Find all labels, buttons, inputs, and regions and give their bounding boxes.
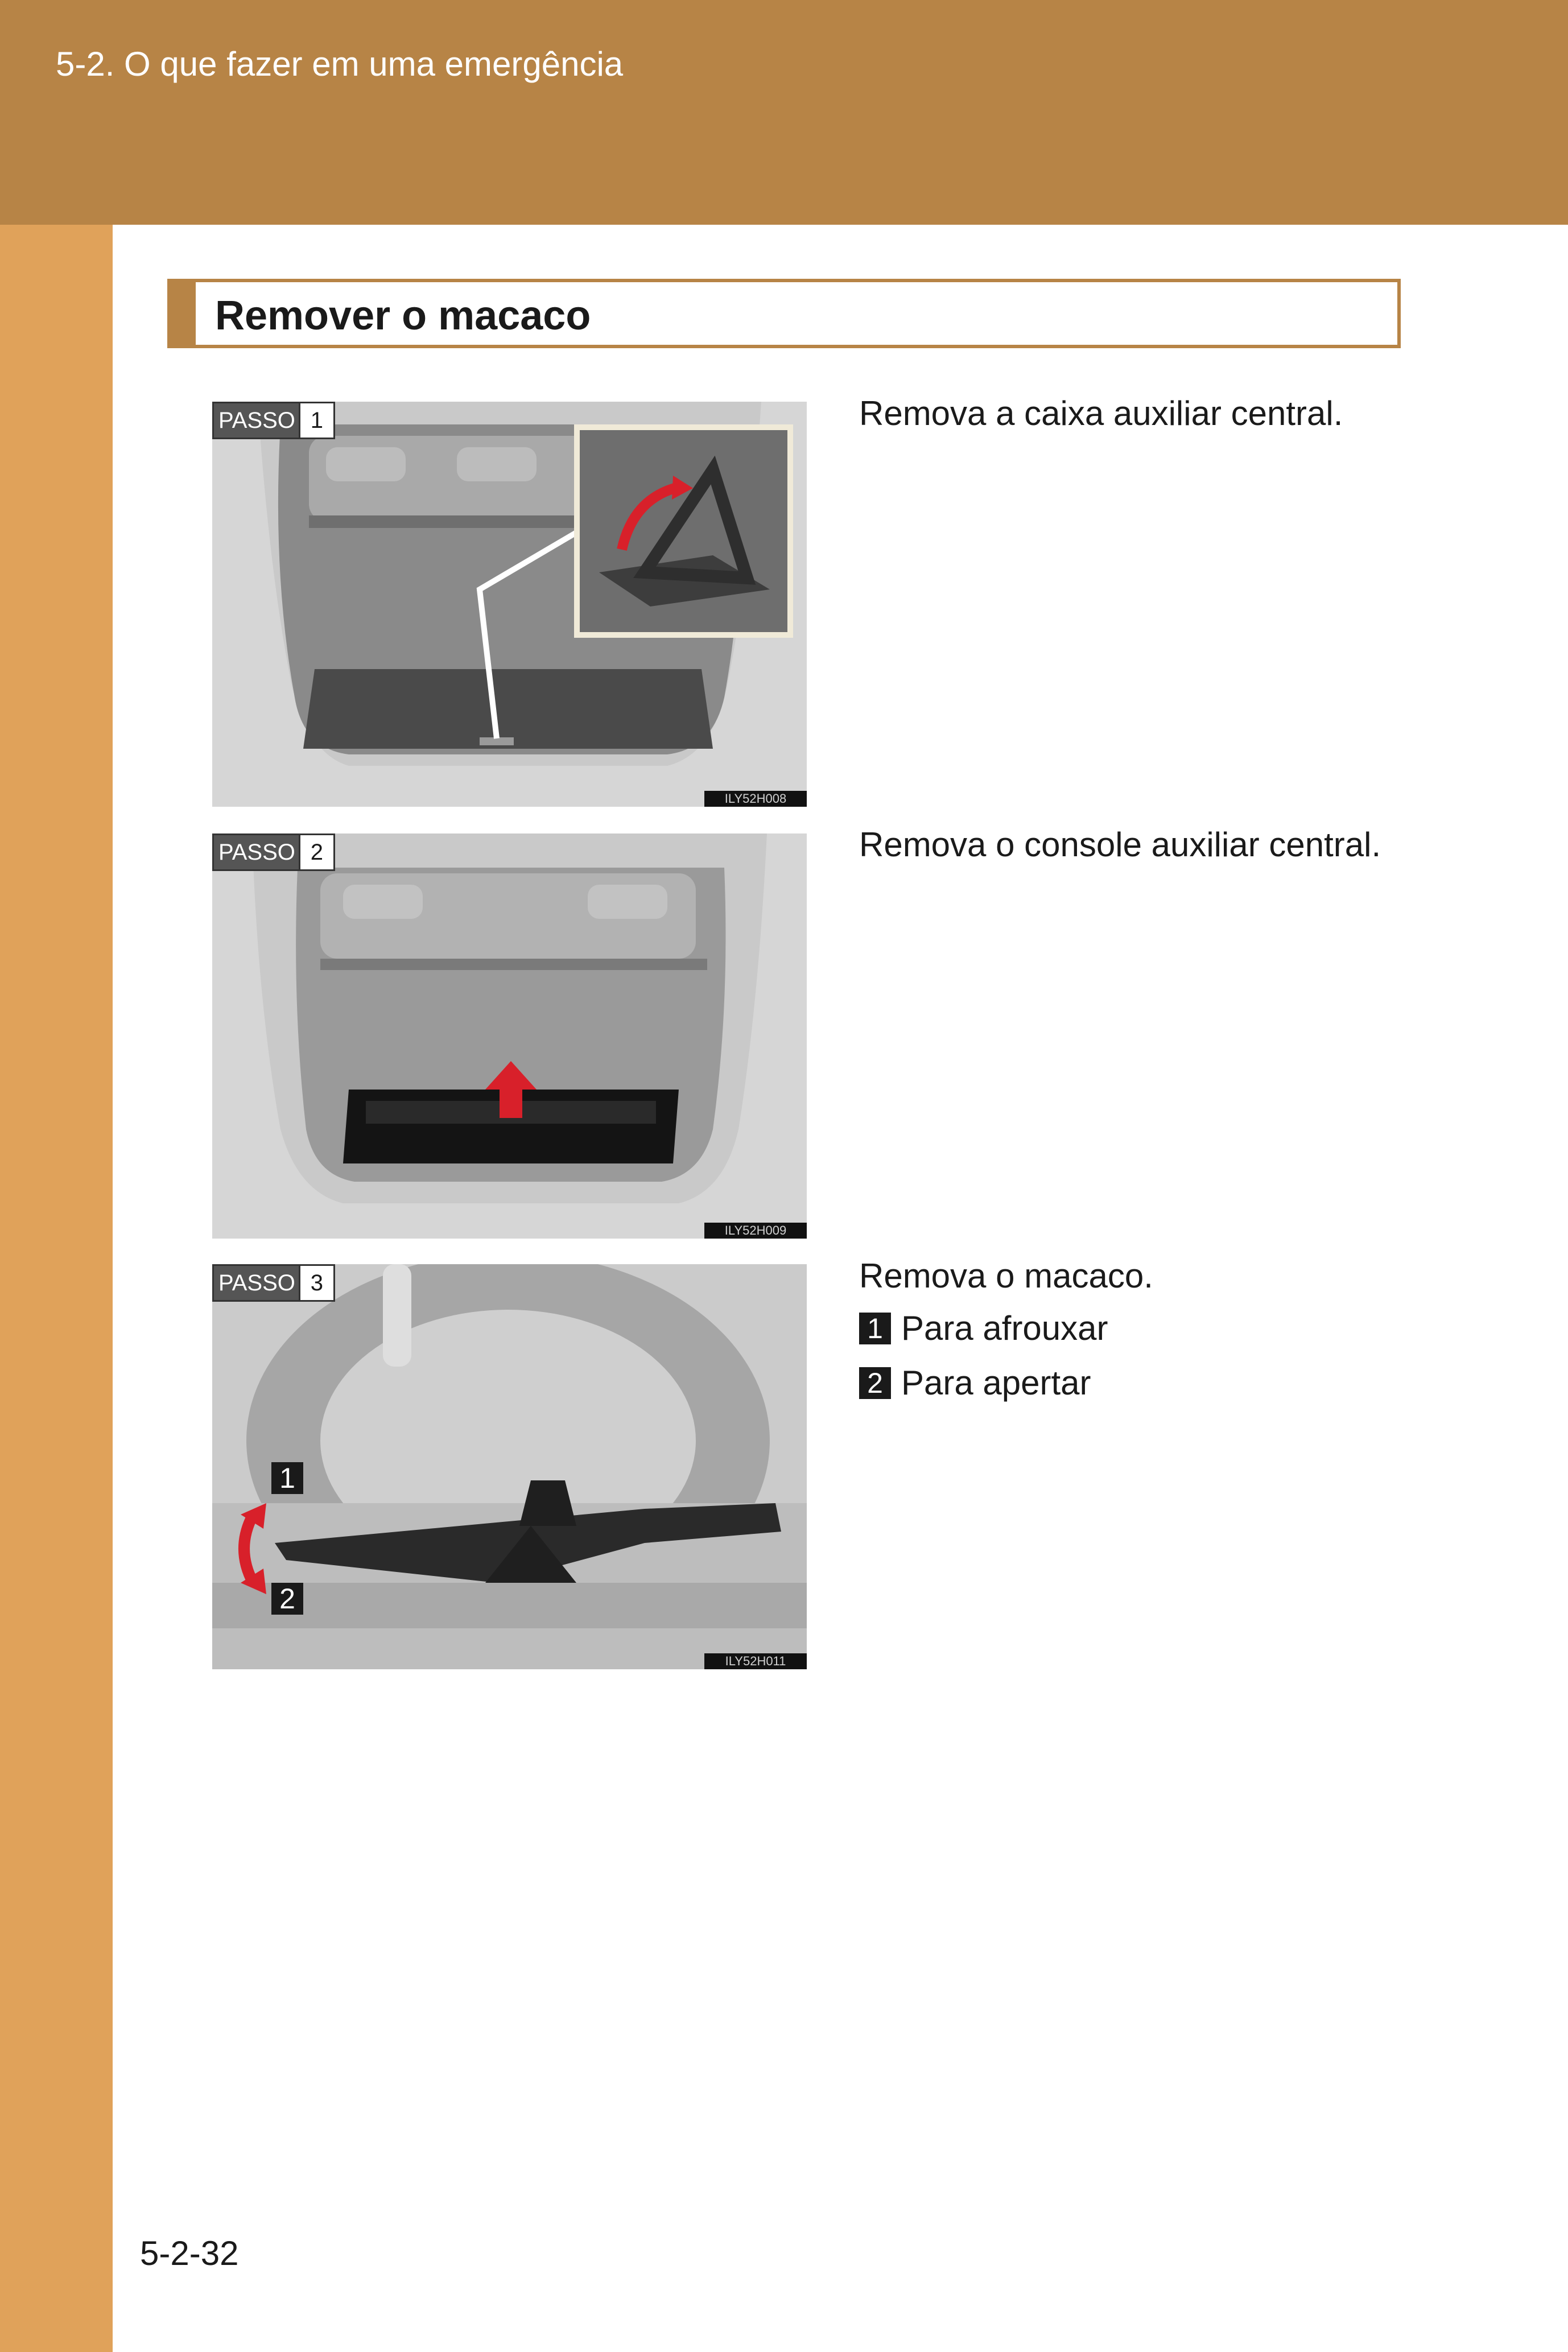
- page-number: 5-2-32: [140, 2234, 239, 2272]
- step-3-subitem-loosen: [859, 1309, 1108, 1348]
- step-2-figure: [212, 833, 807, 1239]
- page-section-title: 5-2. O que fazer em uma emergência: [56, 45, 624, 83]
- step-1-instruction: Remova a caixa auxiliar central.: [859, 394, 1343, 432]
- figure-code: ILY52H009: [704, 1223, 807, 1239]
- subitem-number: 2: [859, 1367, 891, 1399]
- step-1-label: [212, 402, 335, 439]
- figure-code: ILY52H008: [704, 791, 807, 807]
- trunk-with-cover-illustration: [212, 402, 807, 807]
- step-number: 3: [300, 1264, 335, 1302]
- subitem-text: Para apertar: [901, 1364, 1091, 1402]
- subitem-number: 1: [859, 1313, 891, 1344]
- step-3-subitem-tighten: [859, 1363, 1091, 1402]
- callout-1-square: 1: [271, 1462, 303, 1494]
- step-1-figure: [212, 402, 807, 807]
- step-3-figure: [212, 1264, 807, 1669]
- step-word: PASSO: [212, 402, 300, 439]
- section-heading-accent: [171, 282, 196, 345]
- subitem-text: Para afrouxar: [901, 1309, 1108, 1347]
- trunk-with-tray-illustration: [212, 833, 807, 1239]
- side-band: [0, 225, 113, 2352]
- callout-2-square: 2: [271, 1583, 303, 1615]
- step-word: PASSO: [212, 833, 300, 871]
- section-heading-box: [167, 279, 1401, 348]
- step-number: 1: [300, 402, 335, 439]
- figure-code: ILY52H011: [704, 1653, 807, 1669]
- step-3-label: [212, 1264, 335, 1302]
- step-2-label: [212, 833, 335, 871]
- step-3-instruction: Remova o macaco.: [859, 1257, 1153, 1295]
- header-band: [0, 0, 1568, 225]
- step-number: 2: [300, 833, 335, 871]
- step-word: PASSO: [212, 1264, 300, 1302]
- step-2-instruction: Remova o console auxiliar central.: [859, 826, 1381, 864]
- section-heading: Remover o macaco: [215, 293, 591, 339]
